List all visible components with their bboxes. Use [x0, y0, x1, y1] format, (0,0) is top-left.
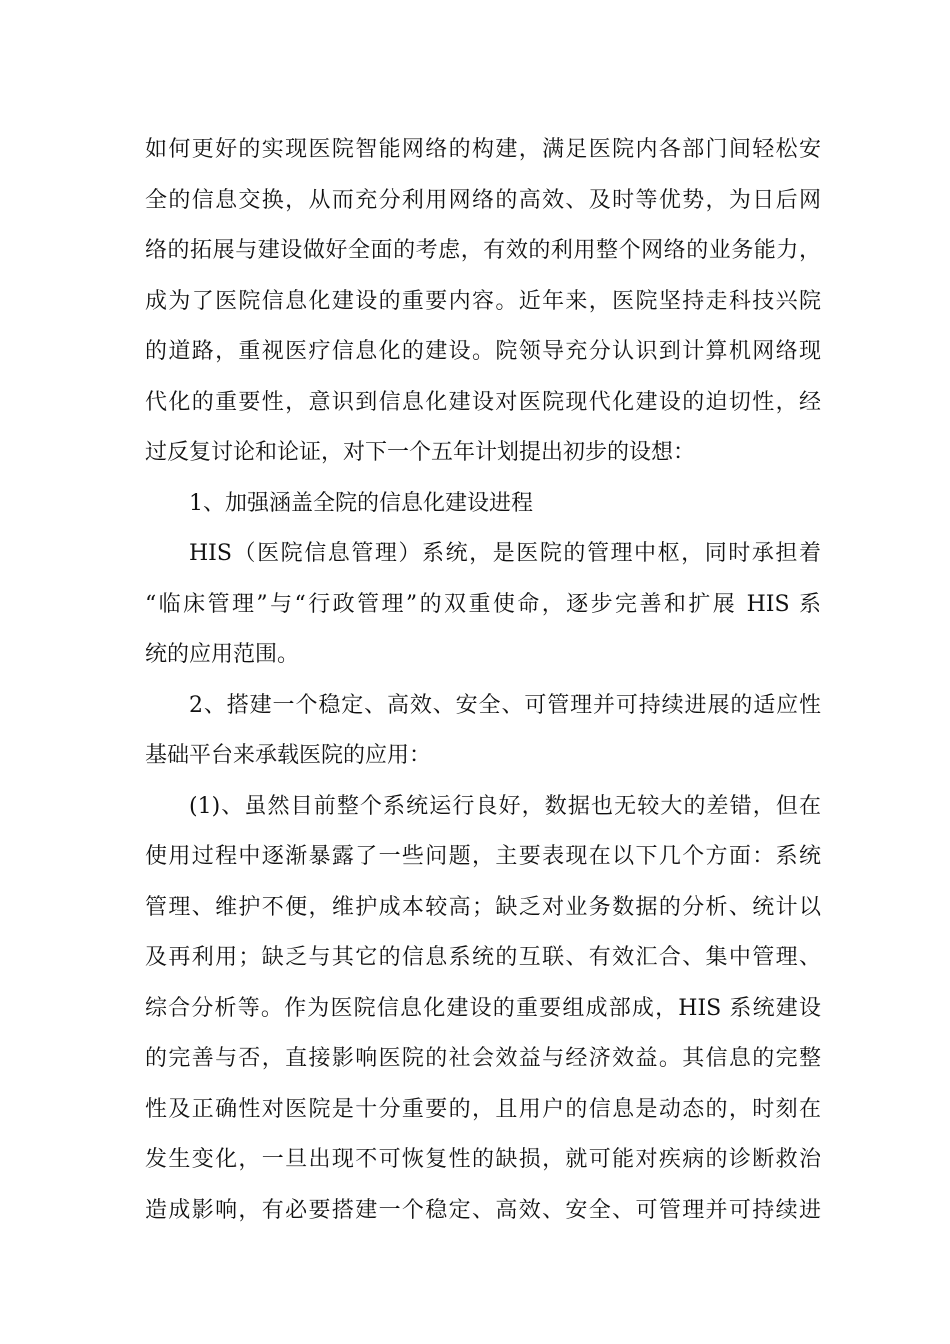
text-line: 综合分析等。作为医院信息化建设的重要组成部成，HIS 系统建设	[145, 995, 821, 1021]
text-line: 的完善与否，直接影响医院的社会效益与经济效益。其信息的完整	[145, 1046, 821, 1071]
section-heading: 2、搭建一个稳定、高效、安全、可管理并可持续进展的适应性	[189, 692, 821, 718]
text-line: HIS（医院信息管理）系统，是医院的管理中枢，同时承担着	[189, 541, 821, 566]
text-line: 发生变化，一旦出现不可恢复性的缺损，就可能对疾病的诊断救治	[145, 1147, 821, 1172]
text-line: 使用过程中逐渐暴露了一些问题，主要表现在以下几个方面：系统	[145, 844, 821, 869]
section-heading: 1、加强涵盖全院的信息化建设进程	[189, 490, 533, 516]
text-line: 及再利用；缺乏与其它的信息系统的互联、有效汇合、集中管理、	[145, 945, 821, 970]
text-line: “临床管理”与“行政管理”的双重使命，逐步完善和扩展 HIS 系	[145, 591, 821, 617]
text-line: 全的信息交换，从而充分利用网络的高效、及时等优势，为日后网	[145, 187, 821, 213]
body-text	[145, 125, 821, 1236]
text-line: (1)、虽然目前整个系统运行良好，数据也无较大的差错，但在	[189, 793, 821, 819]
text-line: 过反复讨论和论证，对下一个五年计划提出初步的设想：	[145, 440, 696, 465]
text-line: 代化的重要性，意识到信息化建设对医院现代化建设的迫切性，经	[145, 389, 821, 415]
text-line: 管理、维护不便，维护成本较高；缺乏对业务数据的分析、统计以	[145, 894, 821, 920]
text-line: 成为了医院信息化建设的重要内容。近年来，医院坚持走科技兴院	[145, 288, 821, 314]
text-line: 的道路，重视医疗信息化的建设。院领导充分认识到计算机网络现	[145, 339, 821, 364]
text-line: 造成影响，有必要搭建一个稳定、高效、安全、可管理并可持续进	[145, 1197, 821, 1223]
text-line: 统的应用范围。	[145, 642, 300, 667]
text-line: 基础平台来承载医院的应用：	[145, 743, 432, 768]
text-line: 性及正确性对医院是十分重要的，且用户的信息是动态的，时刻在	[145, 1096, 821, 1122]
text-line: 络的拓展与建设做好全面的考虑，有效的利用整个网络的业务能力，	[145, 238, 821, 263]
text-line: 如何更好的实现医院智能网络的构建，满足医院内各部门间轻松安	[145, 137, 821, 162]
